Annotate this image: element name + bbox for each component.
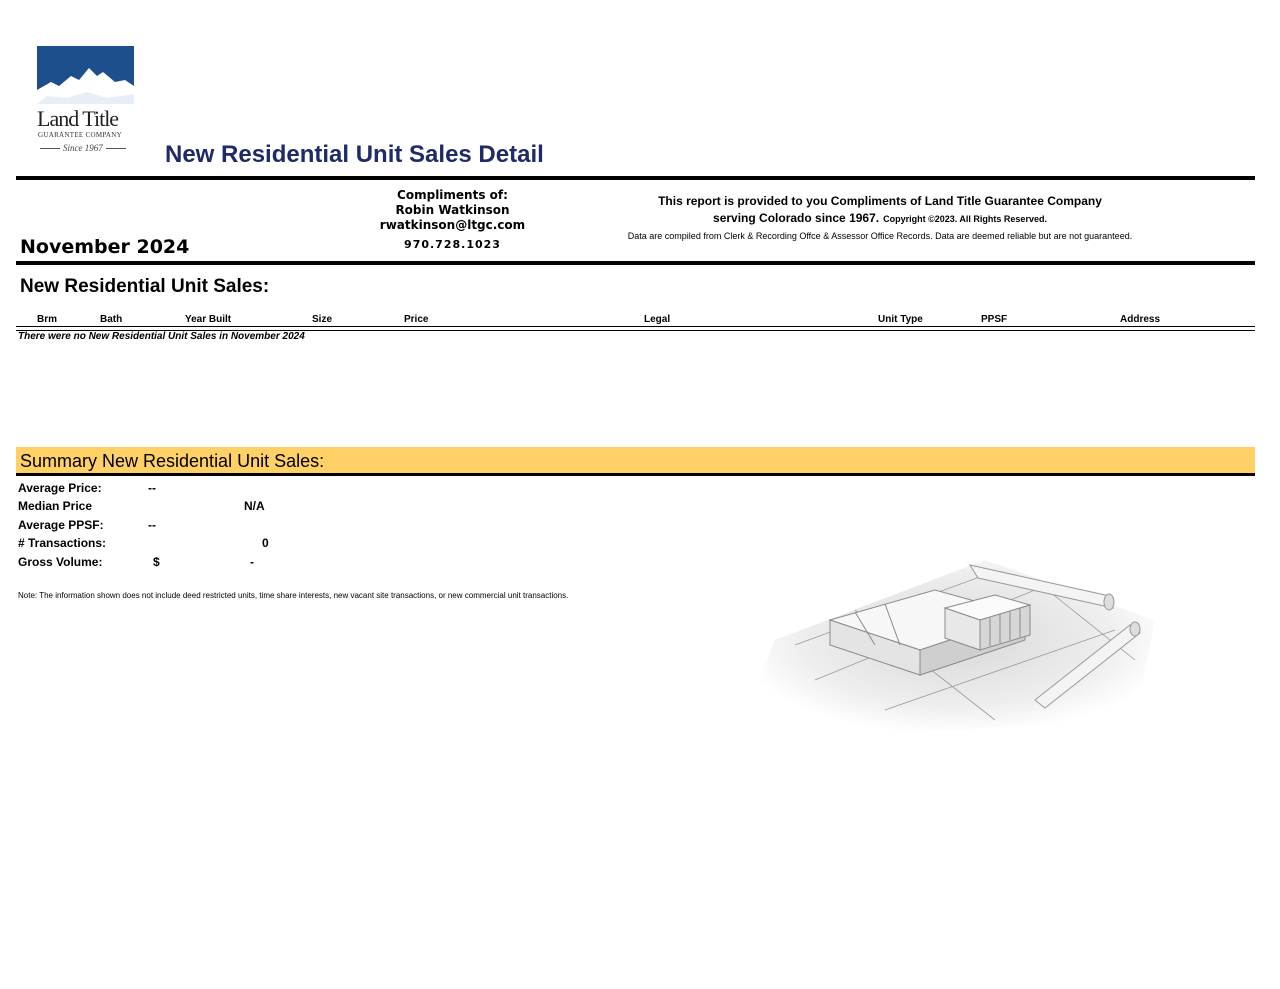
- notice-line-2: serving Colorado since 1967. Copyright ©2023. All Rights Reserved.: [713, 211, 1047, 225]
- blueprint-illustration: [735, 550, 1165, 740]
- notice-line-1: This report is provided to you Compliments of Land Title Guarantee Company: [658, 194, 1102, 208]
- summary-value-average-price: --: [148, 481, 156, 495]
- col-header-bath: Bath: [100, 314, 123, 325]
- agent-phone: 970.728.1023: [404, 238, 501, 251]
- summary-rule: [16, 473, 1255, 476]
- col-header-price: Price: [404, 314, 429, 325]
- copyright-notice: [600, 193, 1160, 245]
- header-rule-bottom: [16, 261, 1255, 265]
- col-header-size: Size: [312, 314, 333, 325]
- summary-value-gross-volume: -: [250, 555, 254, 569]
- compliments-block: [360, 188, 545, 252]
- summary-value-median-price: N/A: [244, 499, 265, 513]
- summary-label-average-ppsf: Average PPSF:: [18, 518, 104, 532]
- copyright-text: Copyright ©2023. All Rights Reserved.: [883, 214, 1047, 224]
- disclaimer-note: Note: The information shown does not include deed restricted units, time share interests, new vacant site transactions, or new commercial unit transactions.: [18, 591, 569, 600]
- col-header-unit-type: Unit Type: [878, 314, 923, 325]
- col-header-ppsf: PPSF: [981, 314, 1008, 325]
- report-title: New Residential Unit Sales Detail: [165, 141, 544, 168]
- logo-subtitle: GUARANTEE COMPANY: [38, 131, 122, 139]
- summary-title: Summary New Residential Unit Sales:: [20, 451, 325, 471]
- summary-header-bar: [16, 447, 1255, 473]
- logo-since: Since 1967: [37, 143, 129, 153]
- empty-sales-message: There were no New Residential Unit Sales in November 2024: [18, 331, 305, 342]
- header-rule-top: [16, 176, 1255, 180]
- summary-label-gross-volume: Gross Volume:: [18, 555, 103, 569]
- notice-line-3: Data are compiled from Clerk & Recording Offce & Assessor Office Records. Data are deemed reliable but are not guaranteed.: [627, 231, 1133, 241]
- mountain-logo-icon: [37, 46, 134, 104]
- agent-email[interactable]: rwatkinson@ltgc.com: [379, 218, 526, 232]
- summary-value-transactions: 0: [262, 536, 269, 550]
- agent-name: Robin Watkinson: [395, 203, 510, 217]
- company-logo: [37, 46, 137, 158]
- logo-name: Land Title: [37, 106, 119, 131]
- col-header-legal: Legal: [644, 314, 671, 325]
- summary-currency-gross-volume: $: [153, 555, 160, 569]
- col-header-address: Address: [1120, 314, 1161, 325]
- col-header-year-built: Year Built: [185, 314, 232, 325]
- col-header-brm: Brm: [37, 314, 58, 325]
- summary-label-average-price: Average Price:: [18, 481, 102, 495]
- summary-label-transactions: # Transactions:: [18, 536, 107, 550]
- summary-value-average-ppsf: --: [148, 518, 156, 532]
- compliments-label: Compliments of:: [397, 188, 508, 202]
- report-month: November 2024: [20, 236, 190, 258]
- sales-section-title: New Residential Unit Sales:: [20, 276, 270, 297]
- summary-label-median-price: Median Price: [18, 499, 93, 513]
